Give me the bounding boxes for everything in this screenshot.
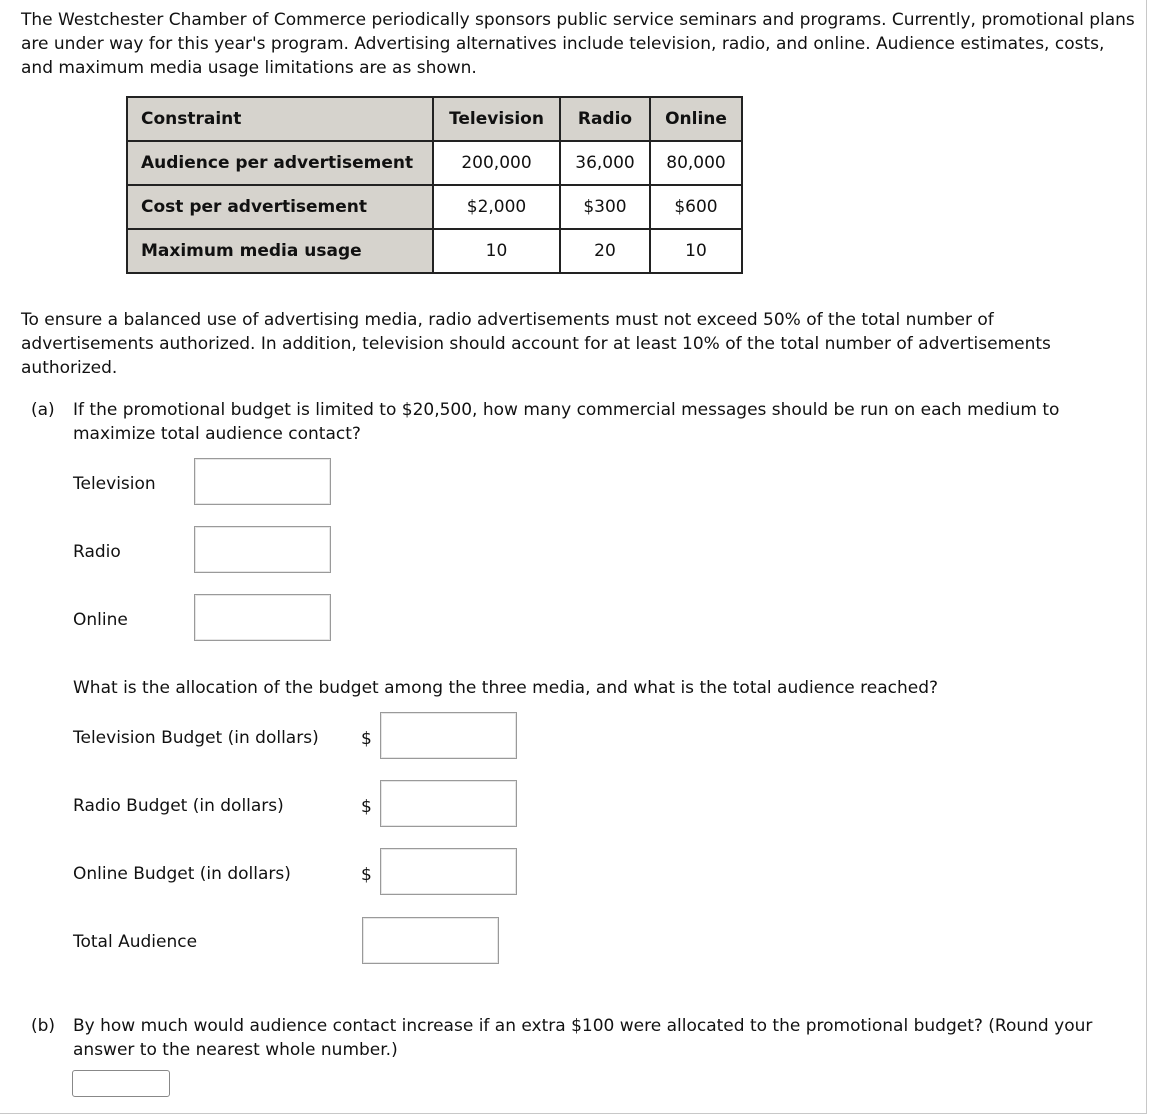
cell-audience-online: 80,000 [650, 141, 742, 185]
table-row [127, 185, 742, 229]
part-a-letter: (a) [31, 400, 55, 420]
online-budget-label: Online Budget (in dollars) [73, 864, 291, 884]
television-label: Television [73, 474, 156, 494]
row-label-max-usage: Maximum media usage [127, 229, 433, 273]
allocation-question: What is the allocation of the budget among the three media, and what is the total audience reached? [73, 678, 939, 698]
audience-increase-input[interactable] [72, 1070, 170, 1097]
radio-budget-label: Radio Budget (in dollars) [73, 796, 284, 816]
row-label-cost: Cost per advertisement [127, 185, 433, 229]
header-radio: Radio [560, 97, 650, 141]
online-budget-input[interactable] [380, 848, 517, 895]
balance-paragraph: To ensure a balanced use of advertising media, radio advertisements must not exceed 50% of the total number of advertisements authorized. In addition, television should account for at least 10% of the total number of advertisements authorized. [21, 310, 1051, 378]
cell-audience-television: 200,000 [433, 141, 560, 185]
online-budget-dollar: $ [361, 865, 372, 885]
online-count-input[interactable] [194, 594, 331, 641]
radio-budget-input[interactable] [380, 780, 517, 827]
intro-paragraph: The Westchester Chamber of Commerce periodically sponsors public service seminars and programs. Currently, promotional plans are under way for this year's program. Advertising alternatives include television, radio, and online. Audience estimates, costs, and maximum media usage limitations are as shown. [21, 10, 1135, 78]
cell-cost-radio: $300 [560, 185, 650, 229]
part-b-letter: (b) [31, 1016, 56, 1036]
total-audience-input[interactable] [362, 917, 499, 964]
total-audience-label: Total Audience [73, 932, 198, 952]
cell-max-online: 10 [650, 229, 742, 273]
cell-cost-online: $600 [650, 185, 742, 229]
cell-max-radio: 20 [560, 229, 650, 273]
table-header-row [127, 97, 742, 141]
cell-max-television: 10 [433, 229, 560, 273]
header-constraint: Constraint [127, 97, 433, 141]
row-label-audience: Audience per advertisement [127, 141, 433, 185]
radio-budget-dollar: $ [361, 797, 372, 817]
radio-count-input[interactable] [194, 526, 331, 573]
television-budget-dollar: $ [361, 729, 372, 749]
part-a-question: If the promotional budget is limited to $20,500, how many commercial messages should be run on each medium to maximize total audience contact? [73, 400, 1060, 444]
table-row [127, 141, 742, 185]
header-online: Online [650, 97, 742, 141]
online-label: Online [73, 610, 128, 630]
radio-label: Radio [73, 542, 121, 562]
television-budget-input[interactable] [380, 712, 517, 759]
cell-cost-television: $2,000 [433, 185, 560, 229]
header-television: Television [433, 97, 560, 141]
part-b-question: By how much would audience contact increase if an extra $100 were allocated to the promotional budget? (Round your answer to the nearest whole number.) [73, 1016, 1093, 1060]
television-count-input[interactable] [194, 458, 331, 505]
television-budget-label: Television Budget (in dollars) [73, 728, 319, 748]
cell-audience-radio: 36,000 [560, 141, 650, 185]
table-row [127, 229, 742, 273]
media-table [126, 96, 743, 274]
